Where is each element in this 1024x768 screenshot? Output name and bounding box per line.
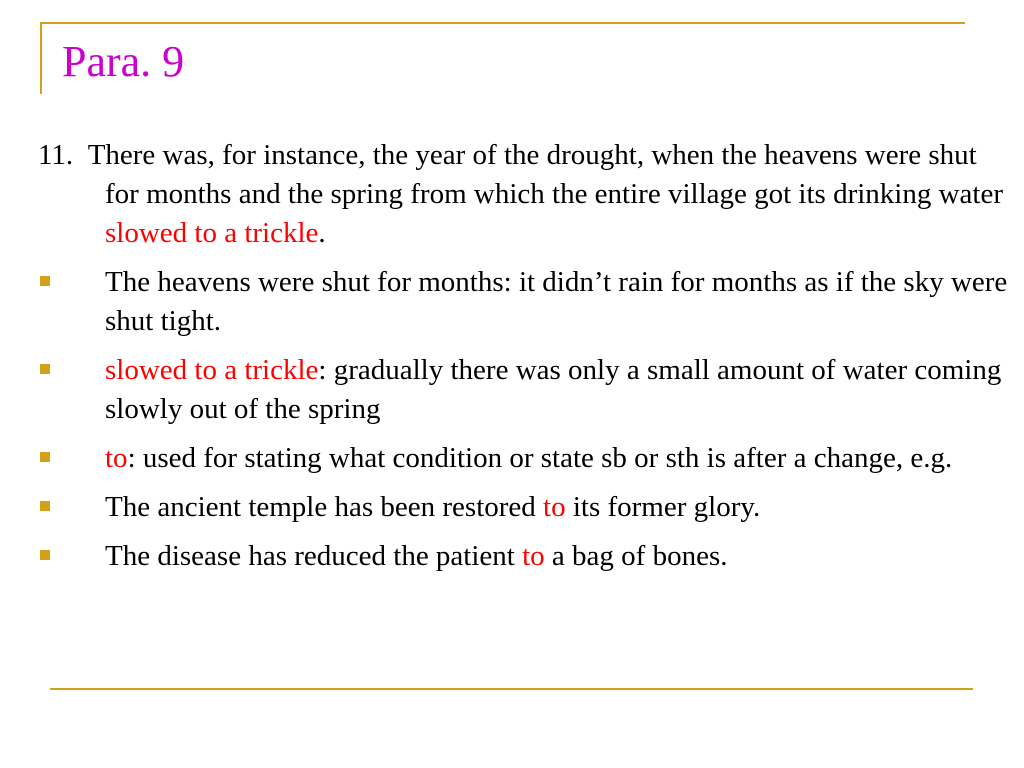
bottom-rule: [50, 688, 973, 690]
bullet-highlight: to: [522, 540, 545, 572]
bullet-post: a bag of bones.: [544, 540, 728, 572]
paragraph-highlight: slowed to a trickle: [105, 217, 319, 249]
square-bullet-icon: [40, 550, 50, 560]
bullet-item: [38, 488, 1008, 527]
bullet-item: [38, 263, 1008, 341]
bullet-item: [38, 537, 1008, 576]
bullet-post: : used for stating what condition or state sb or sth is after a change, e.g.: [127, 442, 953, 474]
bullet-pre: The ancient temple has been restored: [105, 491, 544, 523]
square-bullet-icon: [40, 501, 50, 511]
bullet-highlight: to: [543, 491, 566, 523]
left-rule: [40, 22, 42, 94]
square-bullet-icon: [40, 276, 50, 286]
square-bullet-icon: [40, 452, 50, 462]
slide-title: Para. 9: [62, 37, 185, 86]
bullet-item: [38, 439, 1008, 478]
bullet-highlight: to: [105, 442, 128, 474]
paragraph-end: .: [318, 217, 326, 249]
paragraph-number: 11.: [38, 139, 74, 171]
top-rule: [40, 22, 965, 24]
bullet-post: : gradually there was only a small amount of water coming slowly out of the spring: [105, 354, 1002, 425]
bullet-item: [38, 351, 1008, 429]
numbered-paragraph: [38, 136, 1008, 253]
bullet-highlight: slowed to a trickle: [105, 354, 319, 386]
slide-content: [38, 136, 1008, 586]
bullet-post: its former glory.: [565, 491, 761, 523]
bullet-pre: The disease has reduced the patient: [105, 540, 523, 572]
bullet-post: The heavens were shut for months: it didn’t rain for months as if the sky were shut tight.: [105, 266, 1008, 337]
paragraph-text: There was, for instance, the year of the drought, when the heavens were shut for months and the spring from which the entire village got its drinking water: [87, 139, 1003, 210]
square-bullet-icon: [40, 364, 50, 374]
